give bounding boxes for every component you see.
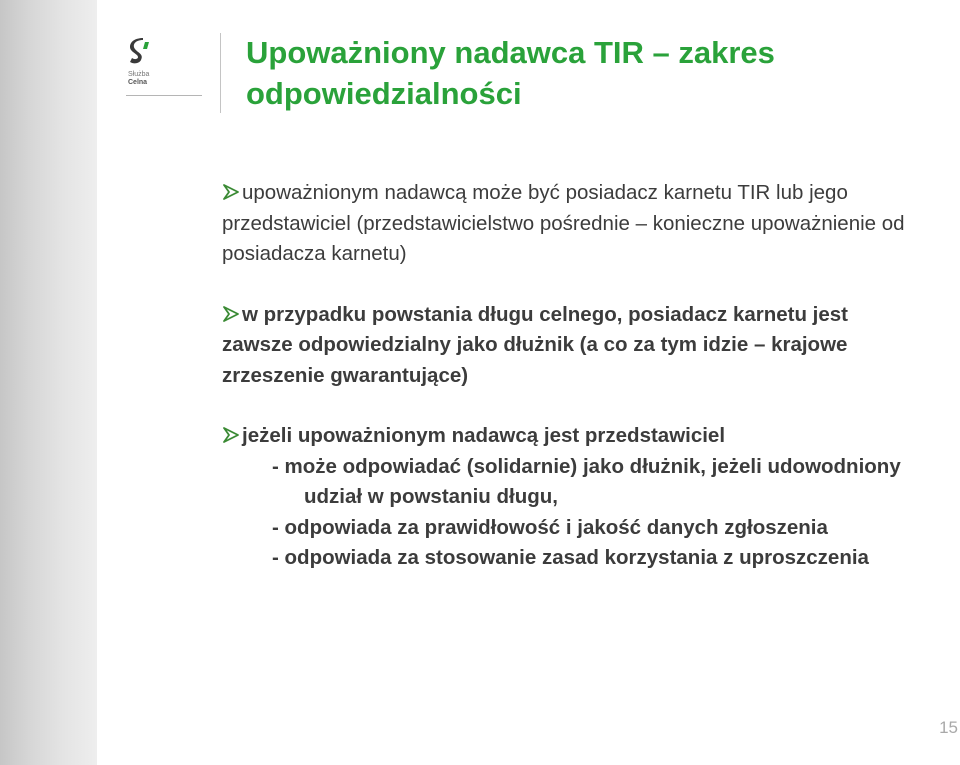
logo-line1: Służba <box>128 71 150 78</box>
logo-text <box>128 71 149 87</box>
bullet-text: w przypadku powstania długu celnego, posiadacz karnetu jest zawsze odpowiedzialny jako dłużnik (a co za tym idzie – krajowe zrzeszenie gwarantujące) <box>222 302 849 387</box>
sluzba-celna-logo-mark-icon <box>126 38 150 68</box>
arrow-bullet-icon <box>222 306 240 322</box>
sluzba-celna-logo <box>122 38 202 100</box>
logo-line2: Celna <box>128 79 148 86</box>
slide-content <box>222 178 922 604</box>
bullet-item <box>222 300 922 392</box>
sub-item: - odpowiada za stosowanie zasad korzystania z uproszczenia <box>272 546 869 569</box>
logo-underline <box>126 95 202 96</box>
bullet-text: upoważnionym nadawcą może być posiadacz karnetu TIR lub jego przedstawiciel (przedstawicielstwo pośrednie – konieczne upoważnienie od posiadacza karnetu) <box>222 181 905 265</box>
sub-item: - odpowiada za prawidłowość i jakość danych zgłoszenia <box>272 515 828 539</box>
page-number: 15 <box>939 718 958 737</box>
sub-item: - może odpowiadać (solidarnie) jako dłużnik, jeżeli udowodniony udział w powstaniu długu, <box>272 454 901 508</box>
bullet-item <box>222 178 922 270</box>
arrow-bullet-icon <box>222 427 240 443</box>
sub-list <box>222 452 922 574</box>
arrow-bullet-icon <box>222 184 240 200</box>
slide-title: Upoważniony nadawca TIR – zakres odpowiedzialności <box>246 35 775 111</box>
bullet-item <box>222 421 922 574</box>
header-divider <box>220 33 221 113</box>
side-stripe <box>0 0 97 765</box>
bullet-text: jeżeli upoważnionym nadawcą jest przedstawiciel <box>242 424 726 447</box>
